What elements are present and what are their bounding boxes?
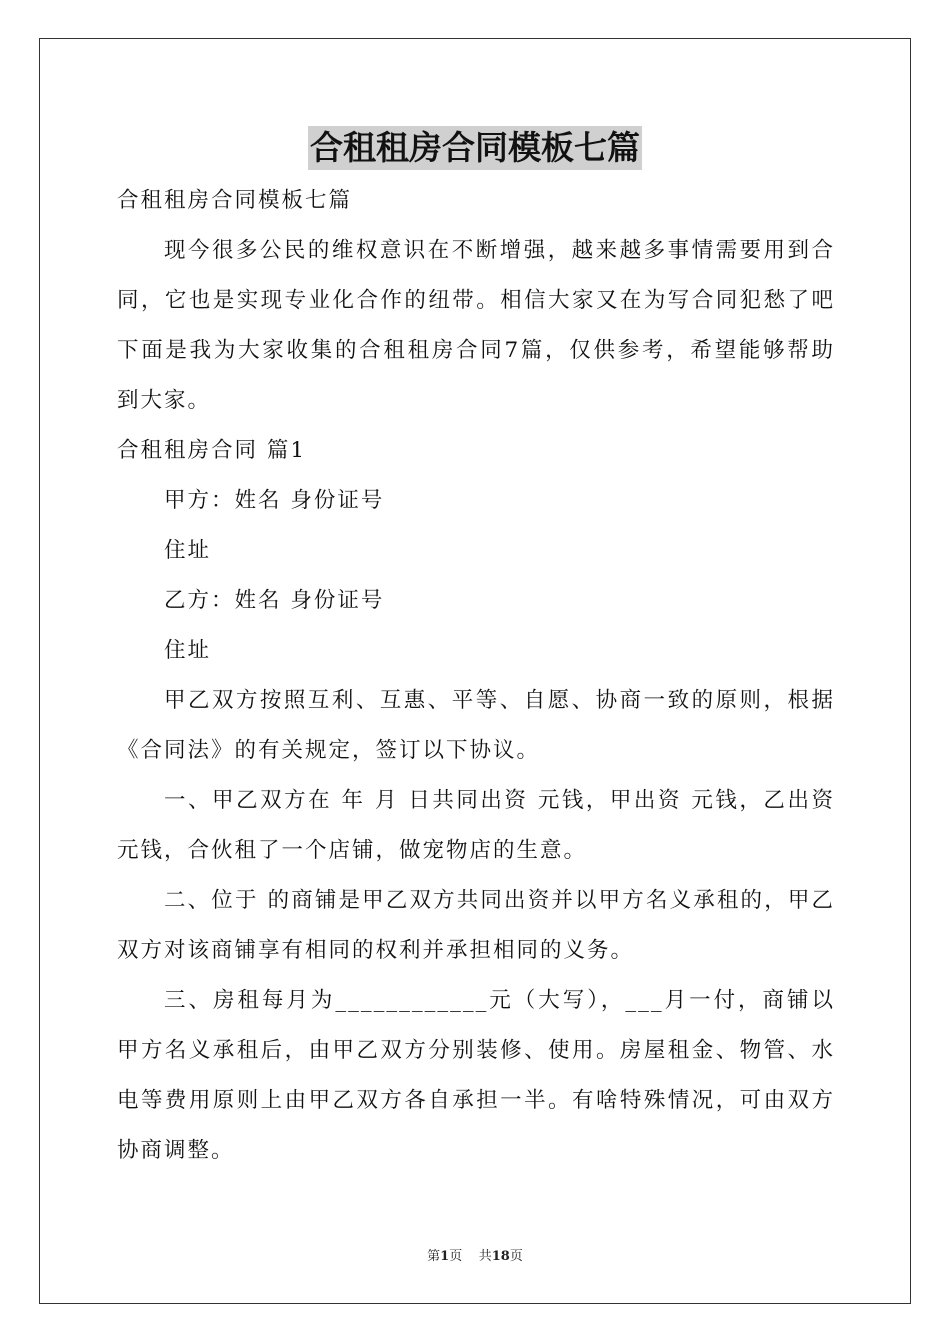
subtitle-paragraph: 合租租房合同模板七篇 [117,188,353,213]
party-b-line: 乙方：姓名 身份证号 [164,588,385,613]
clause-one: 一、甲乙双方在 年 月 日共同出资 元钱，甲出资 元钱，乙出资 元钱，合伙租了一个店铺，做宠物店的生意。 [117,788,835,863]
page-suffix: 页 [449,1249,463,1264]
agreement-paragraph: 甲乙双方按照互利、互惠、平等、自愿、协商一致的原则，根据《合同法》的有关规定，签订以下协议。 [117,688,835,763]
section-heading: 合租租房合同 篇1 [117,438,307,463]
party-a-address: 住址 [164,538,212,563]
party-a-line: 甲方：姓名 身份证号 [164,488,385,513]
title-container [0,126,950,170]
document-body [117,176,835,1176]
total-prefix: 共 [478,1249,492,1264]
intro-paragraph: 现今很多公民的维权意识在不断增强，越来越多事情需要用到合同，它也是实现专业化合作的纽带。相信大家又在为写合同犯愁了吧下面是我为大家收集的合租租房合同7篇，仅供参考，希望能够帮助到大家。 [117,238,835,413]
total-pages: 18 [491,1249,510,1264]
page-prefix: 第 [427,1249,441,1264]
clause-three: 三、房租每月为____________元（大写），___月一付，商铺以甲方名义承租后，由甲乙双方分别装修、使用。房屋租金、物管、水电等费用原则上由甲乙双方各自承担一半。有啥特殊情况，可由双方协商调整。 [117,988,835,1163]
document-title: 合租租房合同模板七篇 [308,126,642,170]
party-b-address: 住址 [164,638,212,663]
clause-two: 二、位于 的商铺是甲乙双方共同出资并以甲方名义承租的，甲乙双方对该商铺享有相同的权利并承担相同的义务。 [117,888,835,963]
total-suffix: 页 [509,1249,523,1264]
page-footer [0,1245,950,1264]
page-number: 1 [440,1249,450,1264]
